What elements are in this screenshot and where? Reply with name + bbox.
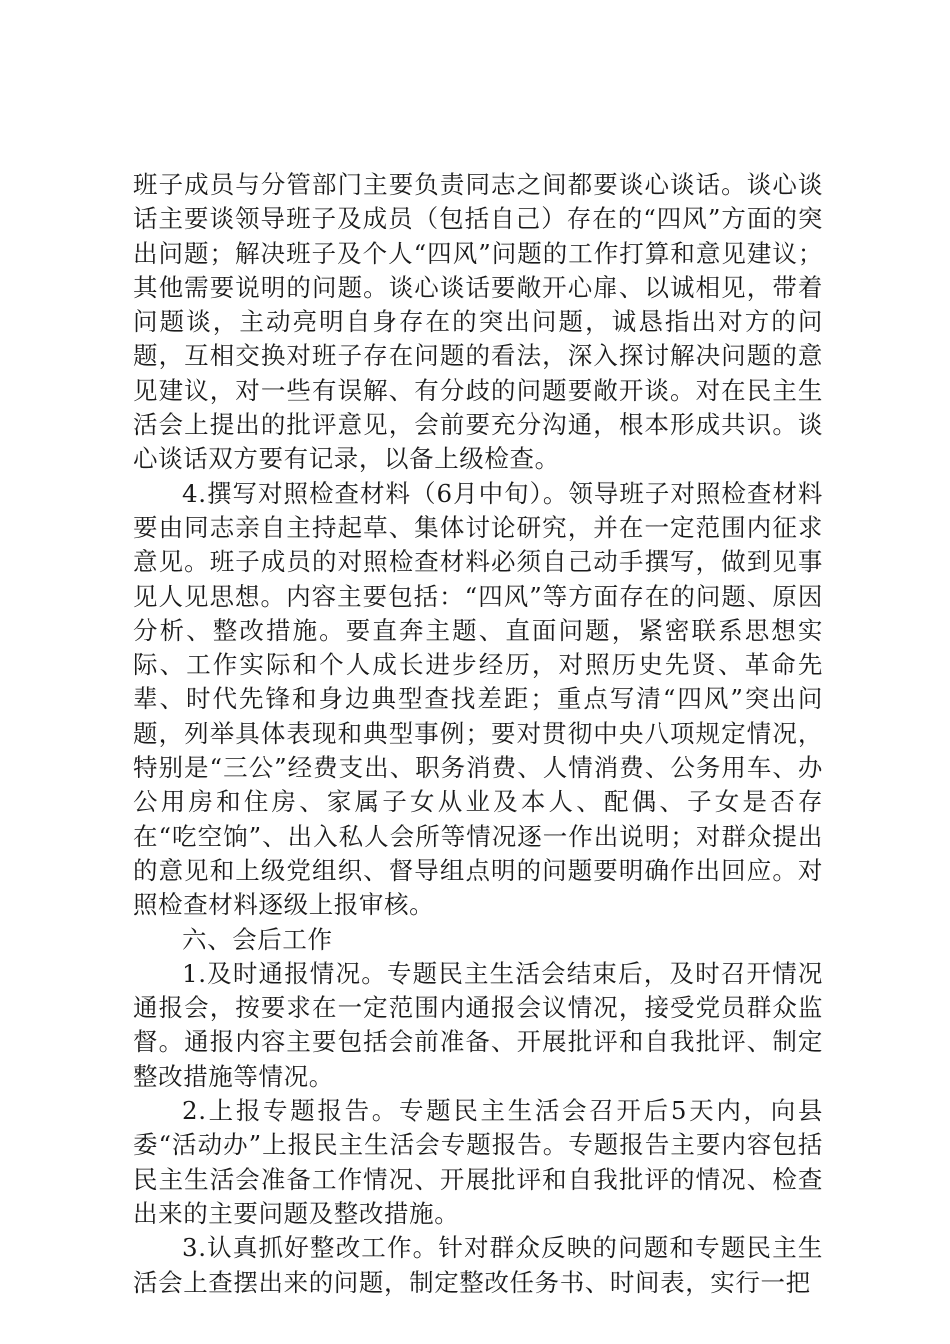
paragraph-check-materials: 4.撰写对照检查材料（6月中旬）。领导班子对照检查材料要由同志亲自主持起草、集体讨论研究，并在一定范围内征求意见。班子成员的对照检查材料必须自己动手撰写，做到见事见人见思想。内容主要包括：“四风”等方面存在的问题、原因分析、整改措施。要直奔主题、直面问题，紧密联系思想实际、工作实际和个人成长进步经历，对照历史先贤、革命先辈、时代先锋和身边典型查找差距；重点写清“四风”突出问题，列举具体表现和典型事例；要对贯彻中央八项规定情况，特别是“三公”经费支出、职务消费、人情消费、公务用车、办公用房和住房、家属子女从业及本人、配偶、子女是否存在“吃空饷”、出入私人会所等情况逐一作出说明；对群众提出的意见和上级党组织、督导组点明的问题要明确作出回应。对照检查材料逐级上报审核。 <box>133 478 823 920</box>
paragraph-special-report: 2.上报专题报告。专题民主生活会召开后5天内，向县委“活动办”上报民主生活会专题报告。专题报告主要内容包括民主生活会准备工作情况、开展批评和自我批评的情况、检查出来的主要问题及整改措施。 <box>133 1096 823 1228</box>
paragraph-report-situation: 1.及时通报情况。专题民主生活会结束后，及时召开情况通报会，按要求在一定范围内通报会议情况，接受党员群众监督。通报内容主要包括会前准备、开展批评和自我批评、制定整改措施等情况。 <box>133 958 823 1091</box>
paragraph-rectification-work: 3.认真抓好整改工作。针对群众反映的问题和专题民主生活会上查摆出来的问题，制定整改任务书、时间表，实行一把 <box>133 1233 823 1297</box>
document-body <box>133 168 823 1300</box>
paragraph-heart-to-heart-talks: 班子成员与分管部门主要负责同志之间都要谈心谈话。谈心谈话主要谈领导班子及成员（包括自己）存在的“四风”方面的突出问题；解决班子及个人“四风”问题的工作打算和意见建议；其他需要说明的问题。谈心谈话要敞开心扉、以诚相见，带着问题谈，主动亮明自身存在的突出问题，诚恳指出对方的问题，互相交换对班子存在问题的看法，深入探讨解决问题的意见建议，对一些有误解、有分歧的问题要敞开谈。对在民主生活会上提出的批评意见，会前要充分沟通，根本形成共识。谈心谈话双方要有记录，以备上级检查。 <box>133 170 823 474</box>
section-heading-post-meeting-work: 六、会后工作 <box>182 924 333 954</box>
